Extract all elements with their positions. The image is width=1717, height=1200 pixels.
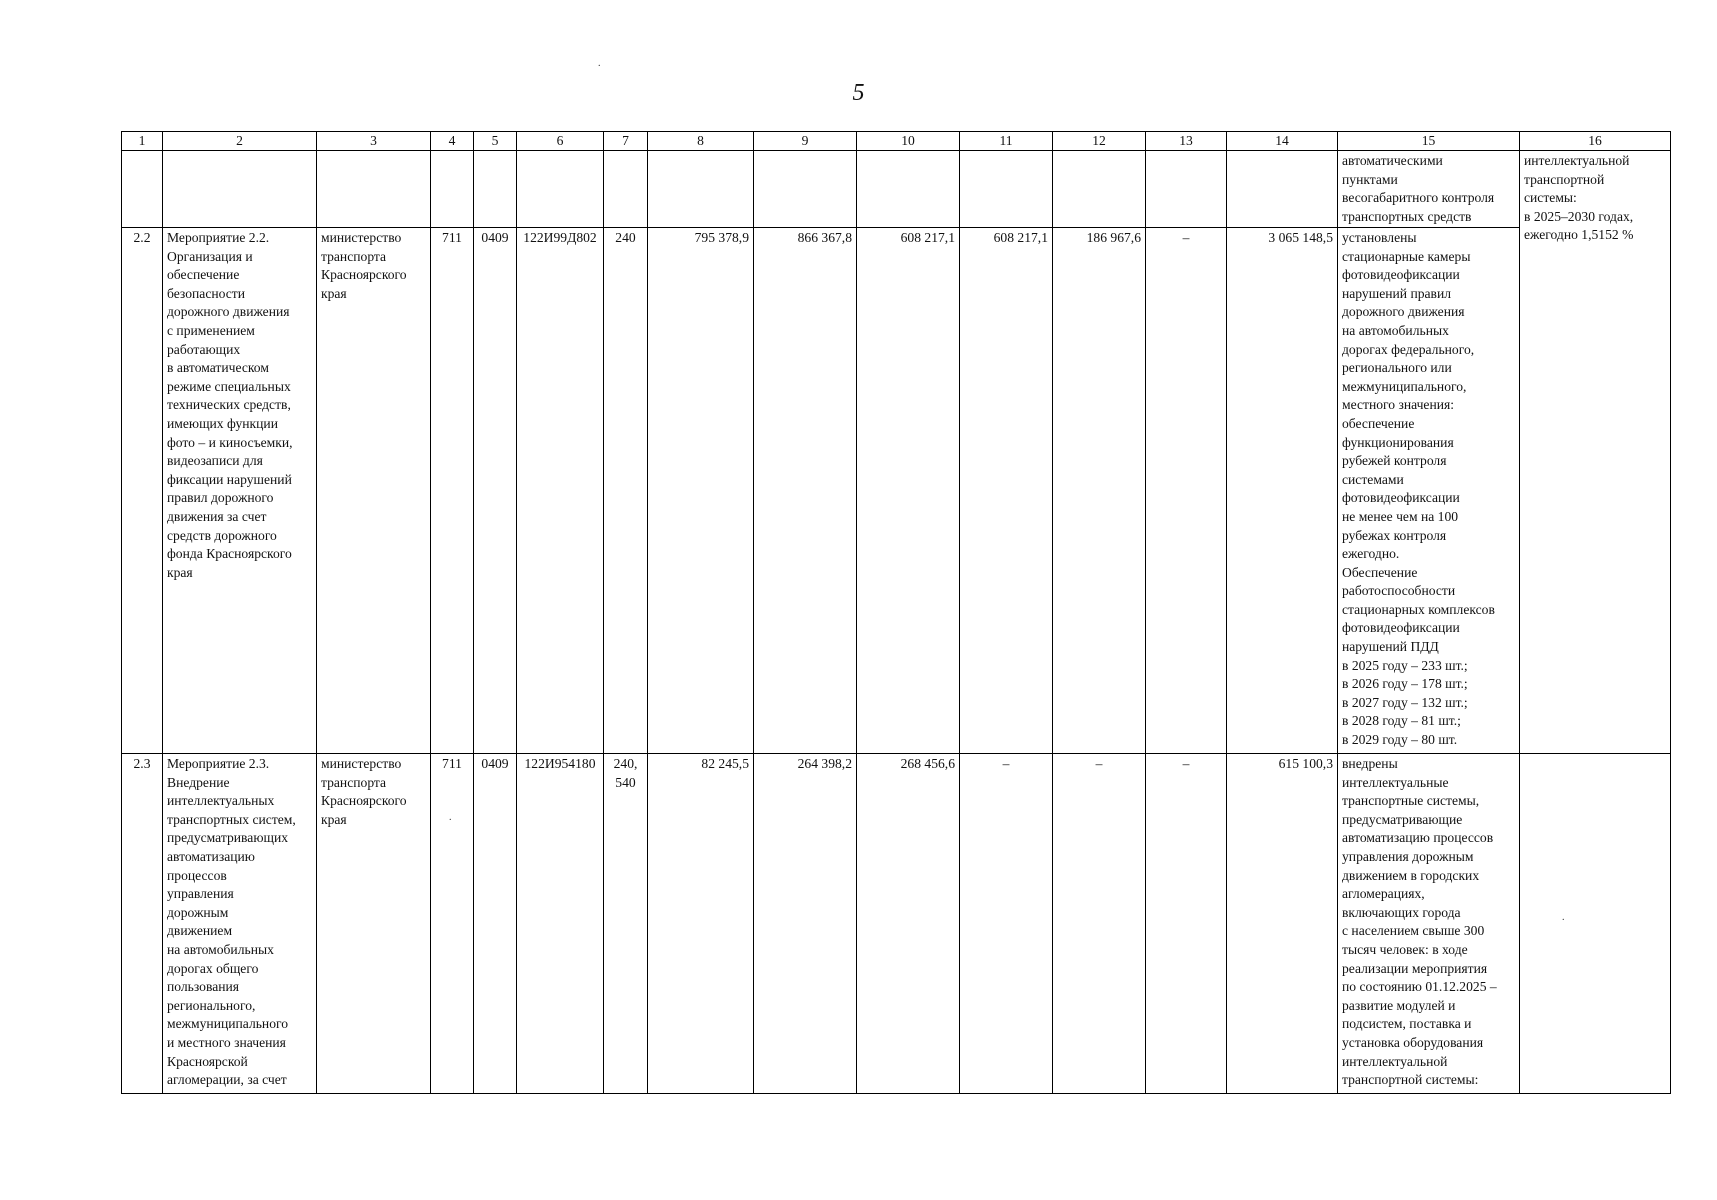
col-header: 13 (1146, 132, 1227, 151)
cell-amount: 866 367,8 (754, 228, 857, 754)
cell-result: установлены стационарные камеры фотовидеофиксации нарушений правил дорожного движения на автомобильных дорогах федерального, регионального или межмуниципального, местного значения: обеспечение функционирования рубежей контроля системами фотовидеофиксации не менее чем на 100 рубежах контроля ежегодно. Обеспечение работоспособности стационарных комплексов фотовидеофиксации нарушений ПДД в 2025 году – 233 шт.; в 2026 году – 178 шт.; в 2027 году – 132 шт.; в 2028 году – 81 шт.; в 2029 году – 80 шт. (1338, 228, 1520, 754)
cell-amount: 268 456,6 (857, 754, 960, 1094)
cell-empty (474, 151, 517, 228)
cell-empty (1520, 754, 1671, 1094)
cell-result: автоматическими пунктами весогабаритного контроля транспортных средств (1338, 151, 1520, 228)
program-table (121, 131, 1671, 1094)
col-header: 9 (754, 132, 857, 151)
cell-amount: 186 967,6 (1053, 228, 1146, 754)
cell-amount: 82 245,5 (648, 754, 754, 1094)
cell-indicator: интеллектуальной транспортной системы: в 2025–2030 годах, ежегодно 1,5152 % (1520, 151, 1671, 754)
col-header: 10 (857, 132, 960, 151)
cell-empty (857, 151, 960, 228)
table-row-continued (122, 151, 1671, 228)
cell-amount: – (1146, 754, 1227, 1094)
cell-expense-type: 240 (604, 228, 648, 754)
page-number: 5 (852, 80, 865, 106)
cell-empty (960, 151, 1053, 228)
cell-total: 615 100,3 (1227, 754, 1338, 1094)
cell-measure: Мероприятие 2.3. Внедрение интеллектуальных транспортных систем, предусматривающих автоматизацию процессов управления дорожным движением на автомобильных дорогах общего пользования регионального, межмуниципального и местного значения Красноярской агломерации, за счет (163, 754, 317, 1094)
cell-amount: – (960, 754, 1053, 1094)
col-header: 1 (122, 132, 163, 151)
cell-grbs: 711 (431, 754, 474, 1094)
cell-empty (163, 151, 317, 228)
col-header: 15 (1338, 132, 1520, 151)
cell-empty (317, 151, 431, 228)
cell-amount: 608 217,1 (857, 228, 960, 754)
col-header: 4 (431, 132, 474, 151)
cell-result: внедрены интеллектуальные транспортные системы, предусматривающие автоматизацию процессов управления дорожным движением в городских агломерациях, включающих города с населением свыше 300 тысяч человек: в ходе реализации мероприятия по состоянию 01.12.2025 – развитие модулей и подсистем, поставка и установка оборудования интеллектуальной транспортной системы: (1338, 754, 1520, 1094)
stray-mark: . (598, 58, 601, 69)
col-header: 11 (960, 132, 1053, 151)
cell-amount: 264 398,2 (754, 754, 857, 1094)
cell-total: 3 065 148,5 (1227, 228, 1338, 754)
cell-grbs: 711 (431, 228, 474, 754)
col-header: 3 (317, 132, 431, 151)
stray-mark: . (449, 812, 452, 823)
col-header: 2 (163, 132, 317, 151)
col-header: 5 (474, 132, 517, 151)
stray-mark: . (1562, 912, 1565, 923)
cell-empty (604, 151, 648, 228)
cell-empty (431, 151, 474, 228)
cell-empty (122, 151, 163, 228)
cell-empty (1053, 151, 1146, 228)
col-header: 14 (1227, 132, 1338, 151)
cell-target-code: 122И954180 (517, 754, 604, 1094)
col-header: 8 (648, 132, 754, 151)
cell-measure: Мероприятие 2.2. Организация и обеспечение безопасности дорожного движения с применением работающих в автоматическом режиме специальных технических средств, имеющих функции фото – и киносъемки, видеозаписи для фиксации нарушений правил дорожного движения за счет средств дорожного фонда Красноярского края (163, 228, 317, 754)
cell-empty (517, 151, 604, 228)
cell-amount: – (1053, 754, 1146, 1094)
table-row (122, 228, 1671, 754)
cell-empty (1146, 151, 1227, 228)
cell-empty (754, 151, 857, 228)
col-header: 12 (1053, 132, 1146, 151)
cell-agency: министерство транспорта Красноярского края (317, 754, 431, 1094)
col-header: 16 (1520, 132, 1671, 151)
cell-expense-type: 240, 540 (604, 754, 648, 1094)
cell-agency: министерство транспорта Красноярского края (317, 228, 431, 754)
cell-section: 0409 (474, 228, 517, 754)
cell-empty (1227, 151, 1338, 228)
cell-empty (648, 151, 754, 228)
cell-target-code: 122И99Д802 (517, 228, 604, 754)
cell-number: 2.3 (122, 754, 163, 1094)
cell-section: 0409 (474, 754, 517, 1094)
cell-amount: 608 217,1 (960, 228, 1053, 754)
table-row (122, 754, 1671, 1094)
cell-number: 2.2 (122, 228, 163, 754)
cell-amount: 795 378,9 (648, 228, 754, 754)
header-row (122, 132, 1671, 151)
col-header: 6 (517, 132, 604, 151)
col-header: 7 (604, 132, 648, 151)
cell-amount: – (1146, 228, 1227, 754)
